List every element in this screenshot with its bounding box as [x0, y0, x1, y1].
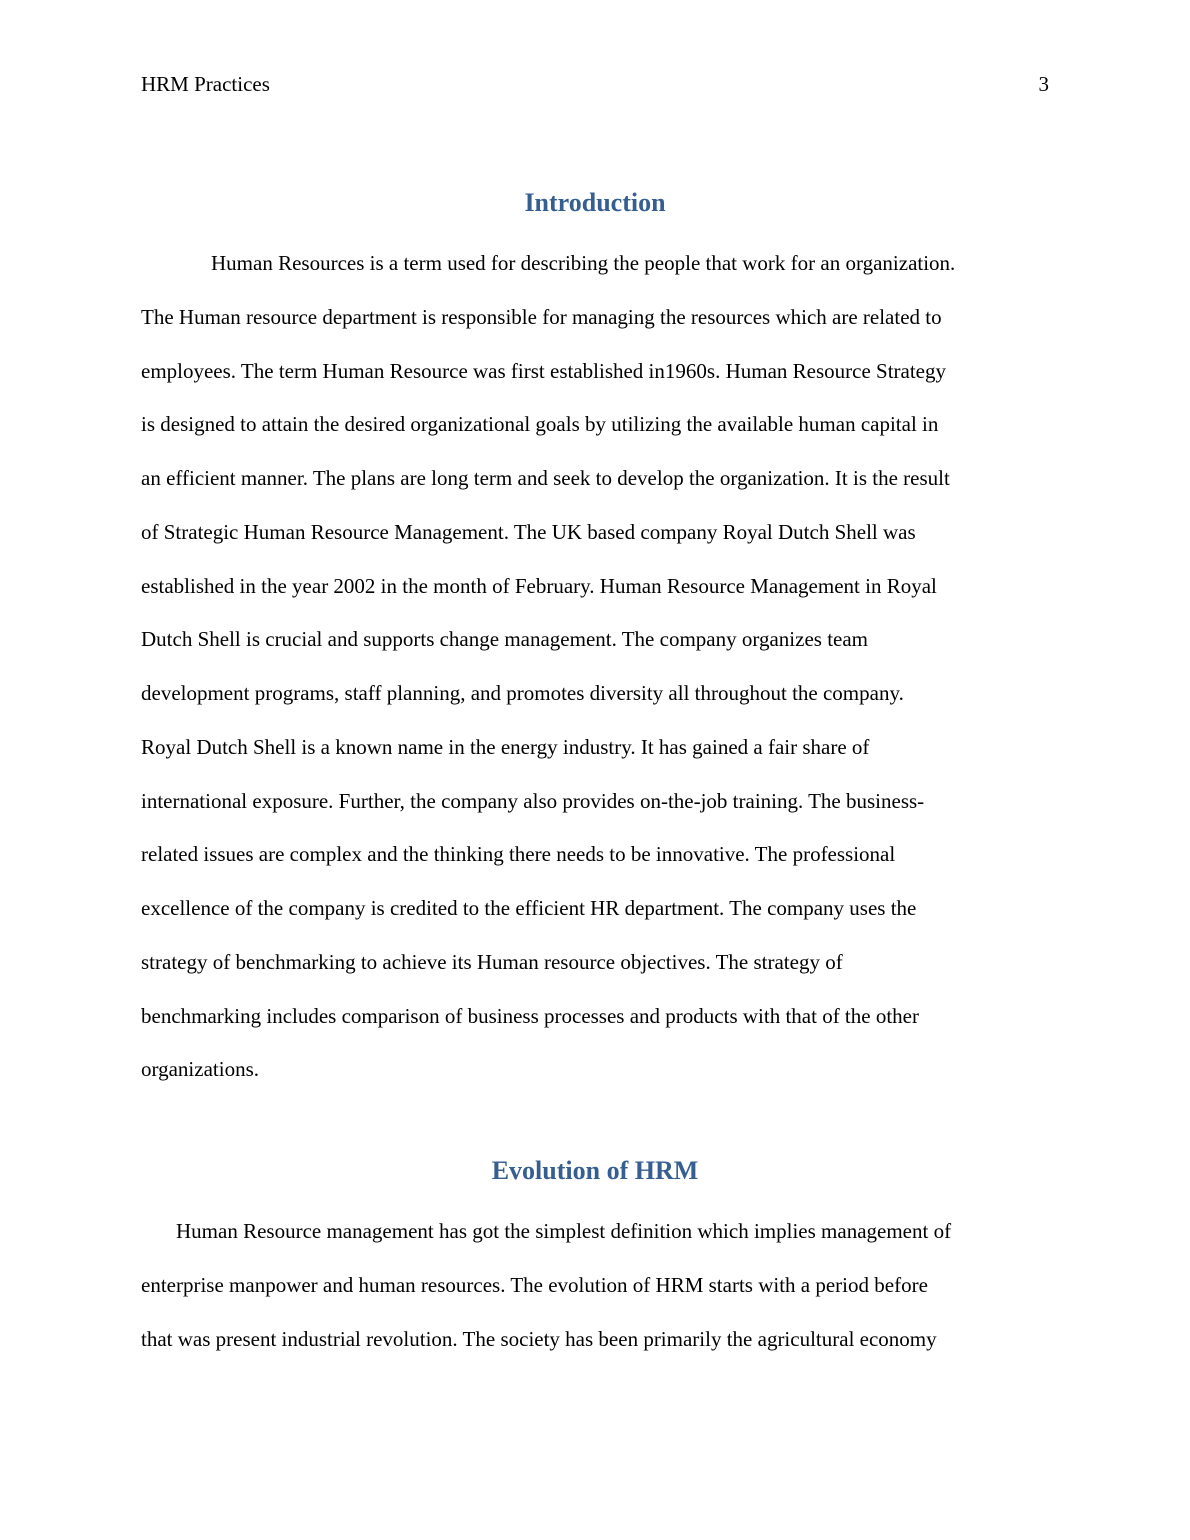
running-header [141, 70, 1049, 98]
paragraph-line: excellence of the company is credited to the efficient HR department. The company uses the [141, 896, 917, 920]
paragraph-line: of Strategic Human Resource Management. The UK based company Royal Dutch Shell was [141, 519, 916, 544]
evolution-paragraph [141, 1205, 1049, 1366]
paragraph-line: Human Resource management has got the simplest definition which implies management of [176, 1219, 952, 1243]
paragraph-line: strategy of benchmarking to achieve its Human resource objectives. The strategy of [141, 949, 843, 974]
paragraph-line: organizations. [141, 1057, 260, 1082]
paragraph-line: international exposure. Further, the company also provides on-the-job training. The business- [141, 788, 925, 813]
section-heading-introduction: Introduction [524, 188, 666, 217]
paragraph-line: Dutch Shell is crucial and supports change management. The company organizes team [141, 627, 869, 652]
paragraph-line: that was present industrial revolution. The society has been primarily the agricultural economy [141, 1326, 937, 1351]
introduction-paragraph [141, 237, 1049, 1097]
paragraph-line: established in the year 2002 in the month of February. Human Resource Management in Royal [141, 573, 937, 598]
paragraph-line: benchmarking includes comparison of business processes and products with that of the other [141, 1003, 919, 1028]
paragraph-line: an efficient manner. The plans are long term and seek to develop the organization. It is the result [141, 466, 950, 490]
paragraph-line: Royal Dutch Shell is a known name in the energy industry. It has gained a fair share of [141, 734, 870, 759]
paragraph-line: is designed to attain the desired organizational goals by utilizing the available human capital in [141, 412, 939, 437]
paragraph-line: enterprise manpower and human resources. The evolution of HRM starts with a period before [141, 1272, 928, 1297]
page-number: 3 [1038, 72, 1049, 96]
paragraph-line: related issues are complex and the thinking there needs to be innovative. The professional [141, 842, 896, 867]
paragraph-line: The Human resource department is responsible for managing the resources which are related to [141, 304, 942, 329]
paragraph-line: Human Resources is a term used for describing the people that work for an organization. [211, 251, 956, 275]
paragraph-line: development programs, staff planning, and promotes diversity all throughout the company. [141, 681, 904, 705]
section-heading-evolution: Evolution of HRM [491, 1156, 699, 1185]
running-head-title: HRM Practices [141, 72, 270, 96]
paragraph-line: employees. The term Human Resource was first established in1960s. Human Resource Strategy [141, 358, 947, 383]
